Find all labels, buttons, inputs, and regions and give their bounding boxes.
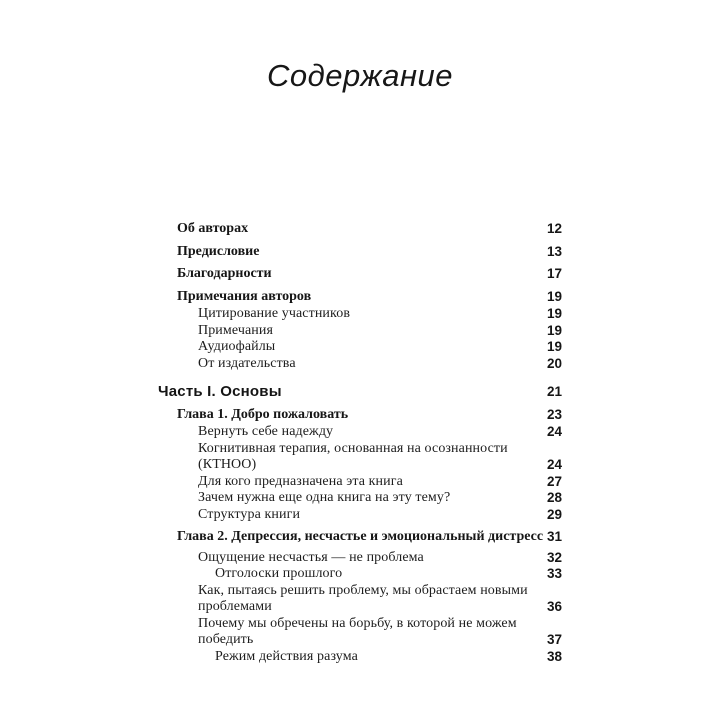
toc-entry-label: Примечания [198,322,274,338]
toc-entry-label: Глава 2. Депрессия, несчастье и эмоциональный дистресс [177,529,544,544]
toc-entry-label: Отголоски прошлого [215,566,343,581]
toc-entry-label: Глава 1. Добро пожаловать [177,406,349,422]
toc-entry-page: 31 [546,529,562,544]
toc-entry [198,474,562,491]
toc-entry-page: 38 [546,648,562,664]
toc-entry-page: 21 [546,384,562,399]
toc-entry-label: Ощущение несчастья — не проблема [198,549,424,565]
toc-list [158,215,562,665]
toc-entry-page: 37 [546,632,562,647]
toc-entry [177,529,562,546]
toc-entry [198,424,562,441]
toc-entry [198,306,562,323]
toc-entry-label: Примечания авторов [177,288,312,304]
toc-entry-label: Зачем нужна еще одна книга на эту тему? [198,490,451,505]
toc-entry [198,339,562,356]
toc-entry-page: 24 [546,424,562,439]
toc-entry [177,407,562,424]
toc-entry-page: 27 [546,473,562,489]
toc-entry [198,550,562,567]
toc-entry [177,244,562,261]
toc-entry-label: От издательства [198,355,296,371]
toc-entry [177,266,562,283]
toc-entry-label: Вернуть себе надежду [198,424,334,439]
toc-entry-page: 19 [546,339,562,354]
toc-entry-page: 36 [546,599,562,614]
toc-entry-label: Цитирование участников [198,306,351,321]
toc-entry-page: 33 [546,566,562,581]
toc-entry-page: 17 [546,266,562,281]
toc-entry [198,583,562,616]
toc-entry-label: Структура книги [198,506,301,522]
toc-entry-page: 20 [546,355,562,371]
toc-entry-page: 12 [546,221,562,236]
toc-entry [215,566,562,583]
toc-entry-label: Как, пытаясь решить проблему, мы обрастаем новыми проблемами [198,582,528,614]
toc-entry [198,441,562,474]
toc-entry-page: 19 [546,288,562,304]
toc-entry-label: Режим действия разума [215,648,358,664]
toc-entry-label: Предисловие [177,243,260,259]
toc-entry [215,649,562,666]
toc-entry-label: Почему мы обречены на борьбу, в которой не можем победить [198,615,517,647]
toc-entry-page: 28 [546,490,562,505]
toc-entry-page: 19 [546,322,562,338]
toc-entry [198,507,562,524]
toc-entry-label: Когнитивная терапия, основанная на осознанности (КТНОО) [198,440,508,472]
toc-entry [198,490,562,507]
toc-entry [177,221,562,238]
toc-entry-page: 13 [546,243,562,259]
toc-entry [158,384,562,401]
toc-entry-label: Аудиофайлы [198,339,276,354]
toc-entry [198,323,562,340]
toc-entry-label: Для кого предназначена эта книга [198,473,403,489]
toc-entry-page: 23 [546,406,562,422]
toc-entry-page: 19 [546,306,562,321]
toc-entry-page: 24 [546,457,562,472]
toc-entry-page: 29 [546,506,562,522]
toc-entry-label: Благодарности [177,266,272,281]
toc-entry-page: 32 [546,549,562,565]
page-title: Содержание [266,58,453,93]
toc-entry [198,356,562,373]
toc-entry [177,289,562,306]
toc-entry [198,616,562,649]
toc-entry-label: Часть I. Основы [158,383,282,400]
toc-entry-label: Об авторах [177,221,249,236]
